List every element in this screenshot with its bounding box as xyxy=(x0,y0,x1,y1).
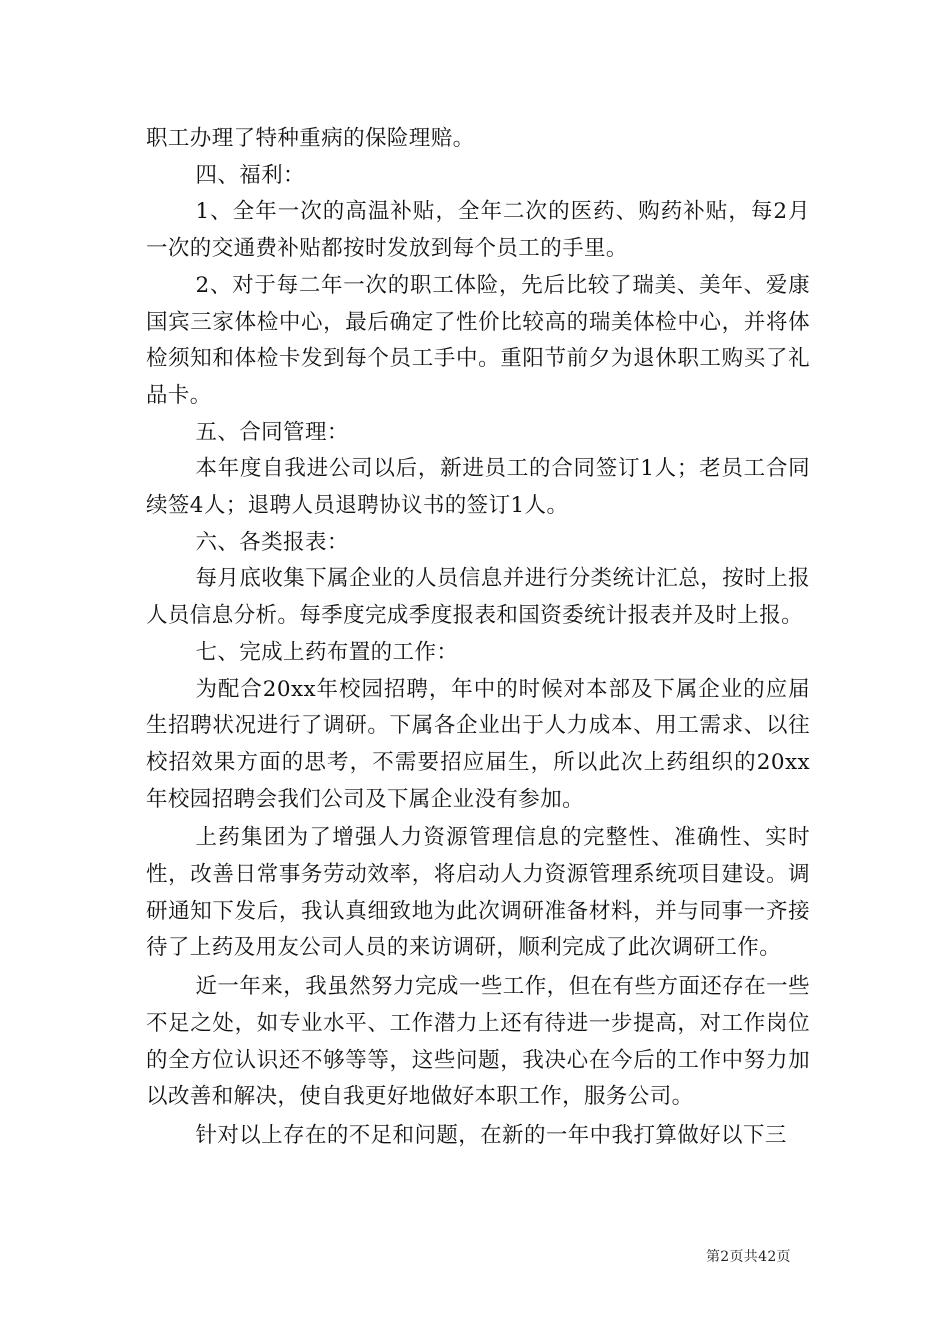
section-heading-assigned-work: 七、完成上药布置的工作： xyxy=(195,639,459,665)
paragraph-1: 职工办理了特种重病的保险理赔。 xyxy=(146,126,475,151)
paragraph-contract: 本年度自我进公司以后，新进员工的合同签订1人；老员工合同续签4人；退聘人员退聘协议书的签订1人。 xyxy=(146,456,810,519)
section-heading-welfare: 四、福利： xyxy=(195,162,305,188)
page-number-footer: 第2页共42页 xyxy=(706,1249,791,1265)
section-heading-contract: 五、合同管理： xyxy=(195,419,349,445)
document-body xyxy=(146,121,810,1155)
section-heading-reports: 六、各类报表： xyxy=(195,529,349,555)
paragraph-campus-recruitment: 为配合20xx年校园招聘，年中的时候对本部及下属企业的应届生招聘状况进行了调研。下属各企业出于人力成本、用工需求、以往校招效果方面的思考，不需要招应届生，所以此次上药组织的20xx年校园招聘会我们公司及下属企业没有参加。 xyxy=(146,676,810,812)
paragraph-welfare-2: 2、对于每二年一次的职工体险，先后比较了瑞美、美年、爱康国宾三家体检中心，最后确定了性价比较高的瑞美体检中心，并将体检须知和体检卡发到每个员工手中。重阳节前夕为退休职工购买了礼品卡。 xyxy=(146,272,810,408)
paragraph-next-year-plan: 针对以上存在的不足和问题，在新的一年中我打算做好以下三 xyxy=(195,1122,787,1148)
paragraph-reports: 每月底收集下属企业的人员信息并进行分类统计汇总，按时上报人员信息分析。每季度完成季度报表和国资委统计报表并及时上报。 xyxy=(146,566,810,629)
paragraph-welfare-1: 1、全年一次的高温补贴，全年二次的医药、购药补贴，每2月一次的交通费补贴都按时发放到每个员工的手里。 xyxy=(146,199,810,262)
paragraph-hr-system: 上药集团为了增强人力资源管理信息的完整性、准确性、实时性，改善日常事务劳动效率，将启动人力资源管理系统项目建设。调研通知下发后，我认真细致地为此次调研准备材料，并与同事一齐接待了上药及用友公司人员的来访调研，顺利完成了此次调研工作。 xyxy=(146,825,810,961)
paragraph-self-review: 近一年来，我虽然努力完成一些工作，但在有些方面还存在一些不足之处，如专业水平、工作潜力上还有待进一步提高，对工作岗位的全方位认识还不够等等，这些问题，我决心在今后的工作中努力加以改善和解决，使自我更好地做好本职工作，服务公司。 xyxy=(146,974,810,1110)
